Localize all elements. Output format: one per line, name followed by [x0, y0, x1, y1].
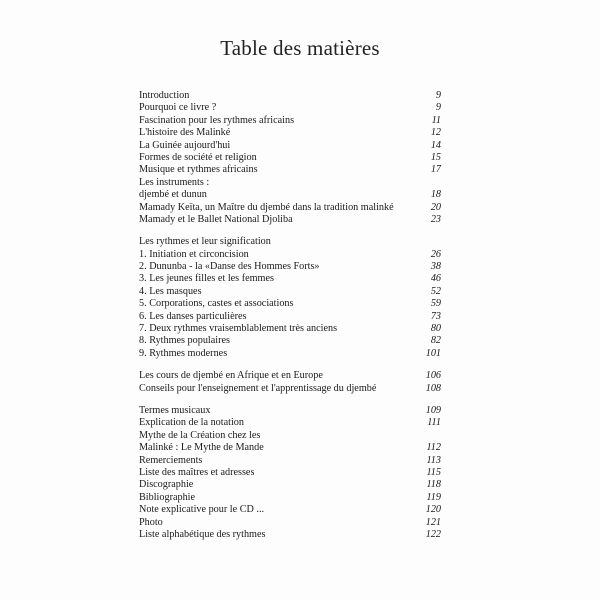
- toc-page-number: 23: [430, 213, 441, 225]
- toc-page-number: 111: [427, 417, 441, 429]
- toc-entry: [139, 417, 441, 429]
- toc-entry: [139, 273, 441, 285]
- toc-page-number: 18: [430, 189, 441, 201]
- toc-page-number: 52: [430, 285, 441, 297]
- toc-entry-label: Mythe de la Création chez les: [139, 429, 261, 441]
- toc-entry-label: Note explicative pour le CD ...: [139, 504, 265, 516]
- toc-entry: [139, 189, 441, 201]
- toc-page-number: 17: [430, 164, 441, 176]
- toc-entry: [139, 455, 441, 467]
- toc-entry: [139, 214, 441, 226]
- toc-page-number: 121: [425, 516, 441, 528]
- toc-entry: [139, 442, 441, 454]
- toc-entry-label: Les rythmes et leur signification: [139, 236, 271, 248]
- toc-page-number: 20: [430, 201, 441, 213]
- section-gap: [139, 226, 441, 236]
- toc-entry: [139, 236, 441, 248]
- toc-entry: [139, 140, 441, 152]
- toc-page-number: 12: [430, 127, 441, 139]
- toc-entry-label: Mamady et le Ballet National Djoliba: [139, 213, 293, 225]
- toc-entry: [139, 127, 441, 139]
- toc-entry-label: 8. Rythmes populaires: [139, 335, 230, 347]
- toc-entry-label: 6. Les danses particulières: [139, 310, 247, 322]
- toc-entry-label: Explication de la notation: [139, 417, 244, 429]
- section-gap: [139, 395, 441, 405]
- toc-entry: [139, 249, 441, 261]
- toc-page-number: 122: [425, 528, 441, 540]
- toc-entry: [139, 323, 441, 335]
- toc-entry-label: 2. Dununba - la «Danse des Hommes Forts»: [139, 261, 320, 273]
- toc-page-number: 38: [430, 261, 441, 273]
- toc-entry: [139, 90, 441, 102]
- toc-entry: [139, 335, 441, 347]
- toc-entry: [139, 529, 441, 541]
- toc-page-number: 120: [425, 504, 441, 516]
- toc-entry-label: La Guinée aujourd'hui: [139, 139, 231, 151]
- toc-entry-label: Fascination pour les rythmes africains: [139, 114, 295, 126]
- page-title: Table des matières: [220, 36, 380, 60]
- toc-entry: [139, 102, 441, 114]
- toc-entry: [139, 152, 441, 164]
- toc-entry: [139, 504, 441, 516]
- toc-entry: [139, 492, 441, 504]
- toc-page-number: 80: [430, 323, 441, 335]
- toc-entry-label: Photo: [139, 516, 163, 528]
- toc-page-number: 15: [430, 151, 441, 163]
- toc-page-number: 9: [435, 90, 441, 101]
- toc-page-number: 9: [435, 102, 441, 114]
- toc-page-number: 112: [426, 442, 441, 454]
- toc-entry: [139, 177, 441, 189]
- toc-page-number: 113: [426, 454, 441, 466]
- toc-page-number: 108: [425, 382, 441, 394]
- toc-entry-label: Discographie: [139, 479, 194, 491]
- toc-entry-label: djembé et dunun: [139, 189, 207, 201]
- toc-entry: [139, 405, 441, 417]
- toc-entry: [139, 517, 441, 529]
- toc-entry-label: Malinké : Le Mythe de Mande: [139, 442, 264, 454]
- toc-entry-label: L'histoire des Malinké: [139, 127, 231, 139]
- toc-entry-label: 3. Les jeunes filles et les femmes: [139, 273, 274, 285]
- toc-entry: [139, 370, 441, 382]
- toc-entry: [139, 430, 441, 442]
- toc-page-number: 115: [426, 466, 441, 478]
- toc-entry-label: 7. Deux rythmes vraisemblablement très anciens: [139, 323, 338, 335]
- toc-entry-label: 5. Corporations, castes et associations: [139, 298, 294, 310]
- toc-entry: [139, 286, 441, 298]
- toc-entry-label: Termes musicaux: [139, 404, 211, 416]
- toc-entry-label: 1. Initiation et circoncision: [139, 248, 249, 260]
- toc-entry: [139, 479, 441, 491]
- toc-entry-label: Conseils pour l'enseignement et l'apprentissage du djembé: [139, 382, 377, 394]
- toc-entry: [139, 202, 441, 214]
- toc-page-number: 82: [430, 335, 441, 347]
- toc-page-number: 119: [426, 491, 441, 503]
- table-of-contents: [139, 90, 441, 541]
- toc-page-number: 109: [425, 404, 441, 416]
- toc-entry-label: Musique et rythmes africains: [139, 164, 258, 176]
- toc-page-number: 73: [430, 310, 441, 322]
- toc-entry: [139, 164, 441, 176]
- toc-entry-label: Bibliographie: [139, 491, 196, 503]
- toc-entry: [139, 311, 441, 323]
- toc-entry: [139, 261, 441, 273]
- toc-entry-label: Mamady Keïta, un Maître du djembé dans la tradition malinké: [139, 201, 394, 213]
- toc-page-number: 26: [430, 248, 441, 260]
- toc-page-number: 14: [430, 139, 441, 151]
- toc-entry-label: Pourquoi ce livre ?: [139, 102, 217, 114]
- toc-page-number: 11: [431, 114, 441, 126]
- toc-entry-label: Liste des maîtres et adresses: [139, 466, 255, 478]
- toc-entry-label: 4. Les masques: [139, 285, 202, 297]
- toc-entry-label: Les instruments :: [139, 176, 210, 188]
- toc-entry: [139, 348, 441, 360]
- toc-entry: [139, 298, 441, 310]
- toc-page-number: 101: [425, 347, 441, 359]
- section-gap: [139, 360, 441, 370]
- toc-page-number: 106: [425, 370, 441, 382]
- toc-page-number: 46: [430, 273, 441, 285]
- toc-entry-label: Liste alphabétique des rythmes: [139, 528, 266, 540]
- toc-page-number: 118: [426, 479, 441, 491]
- toc-entry: [139, 467, 441, 479]
- toc-entry: [139, 115, 441, 127]
- toc-entry-label: Introduction: [139, 90, 190, 101]
- toc-entry-label: Les cours de djembé en Afrique et en Europe: [139, 370, 323, 382]
- toc-entry: [139, 383, 441, 395]
- toc-entry-label: Formes de société et religion: [139, 151, 257, 163]
- toc-page-number: 59: [430, 298, 441, 310]
- toc-entry-label: Remerciements: [139, 454, 203, 466]
- toc-entry-label: 9. Rythmes modernes: [139, 347, 228, 359]
